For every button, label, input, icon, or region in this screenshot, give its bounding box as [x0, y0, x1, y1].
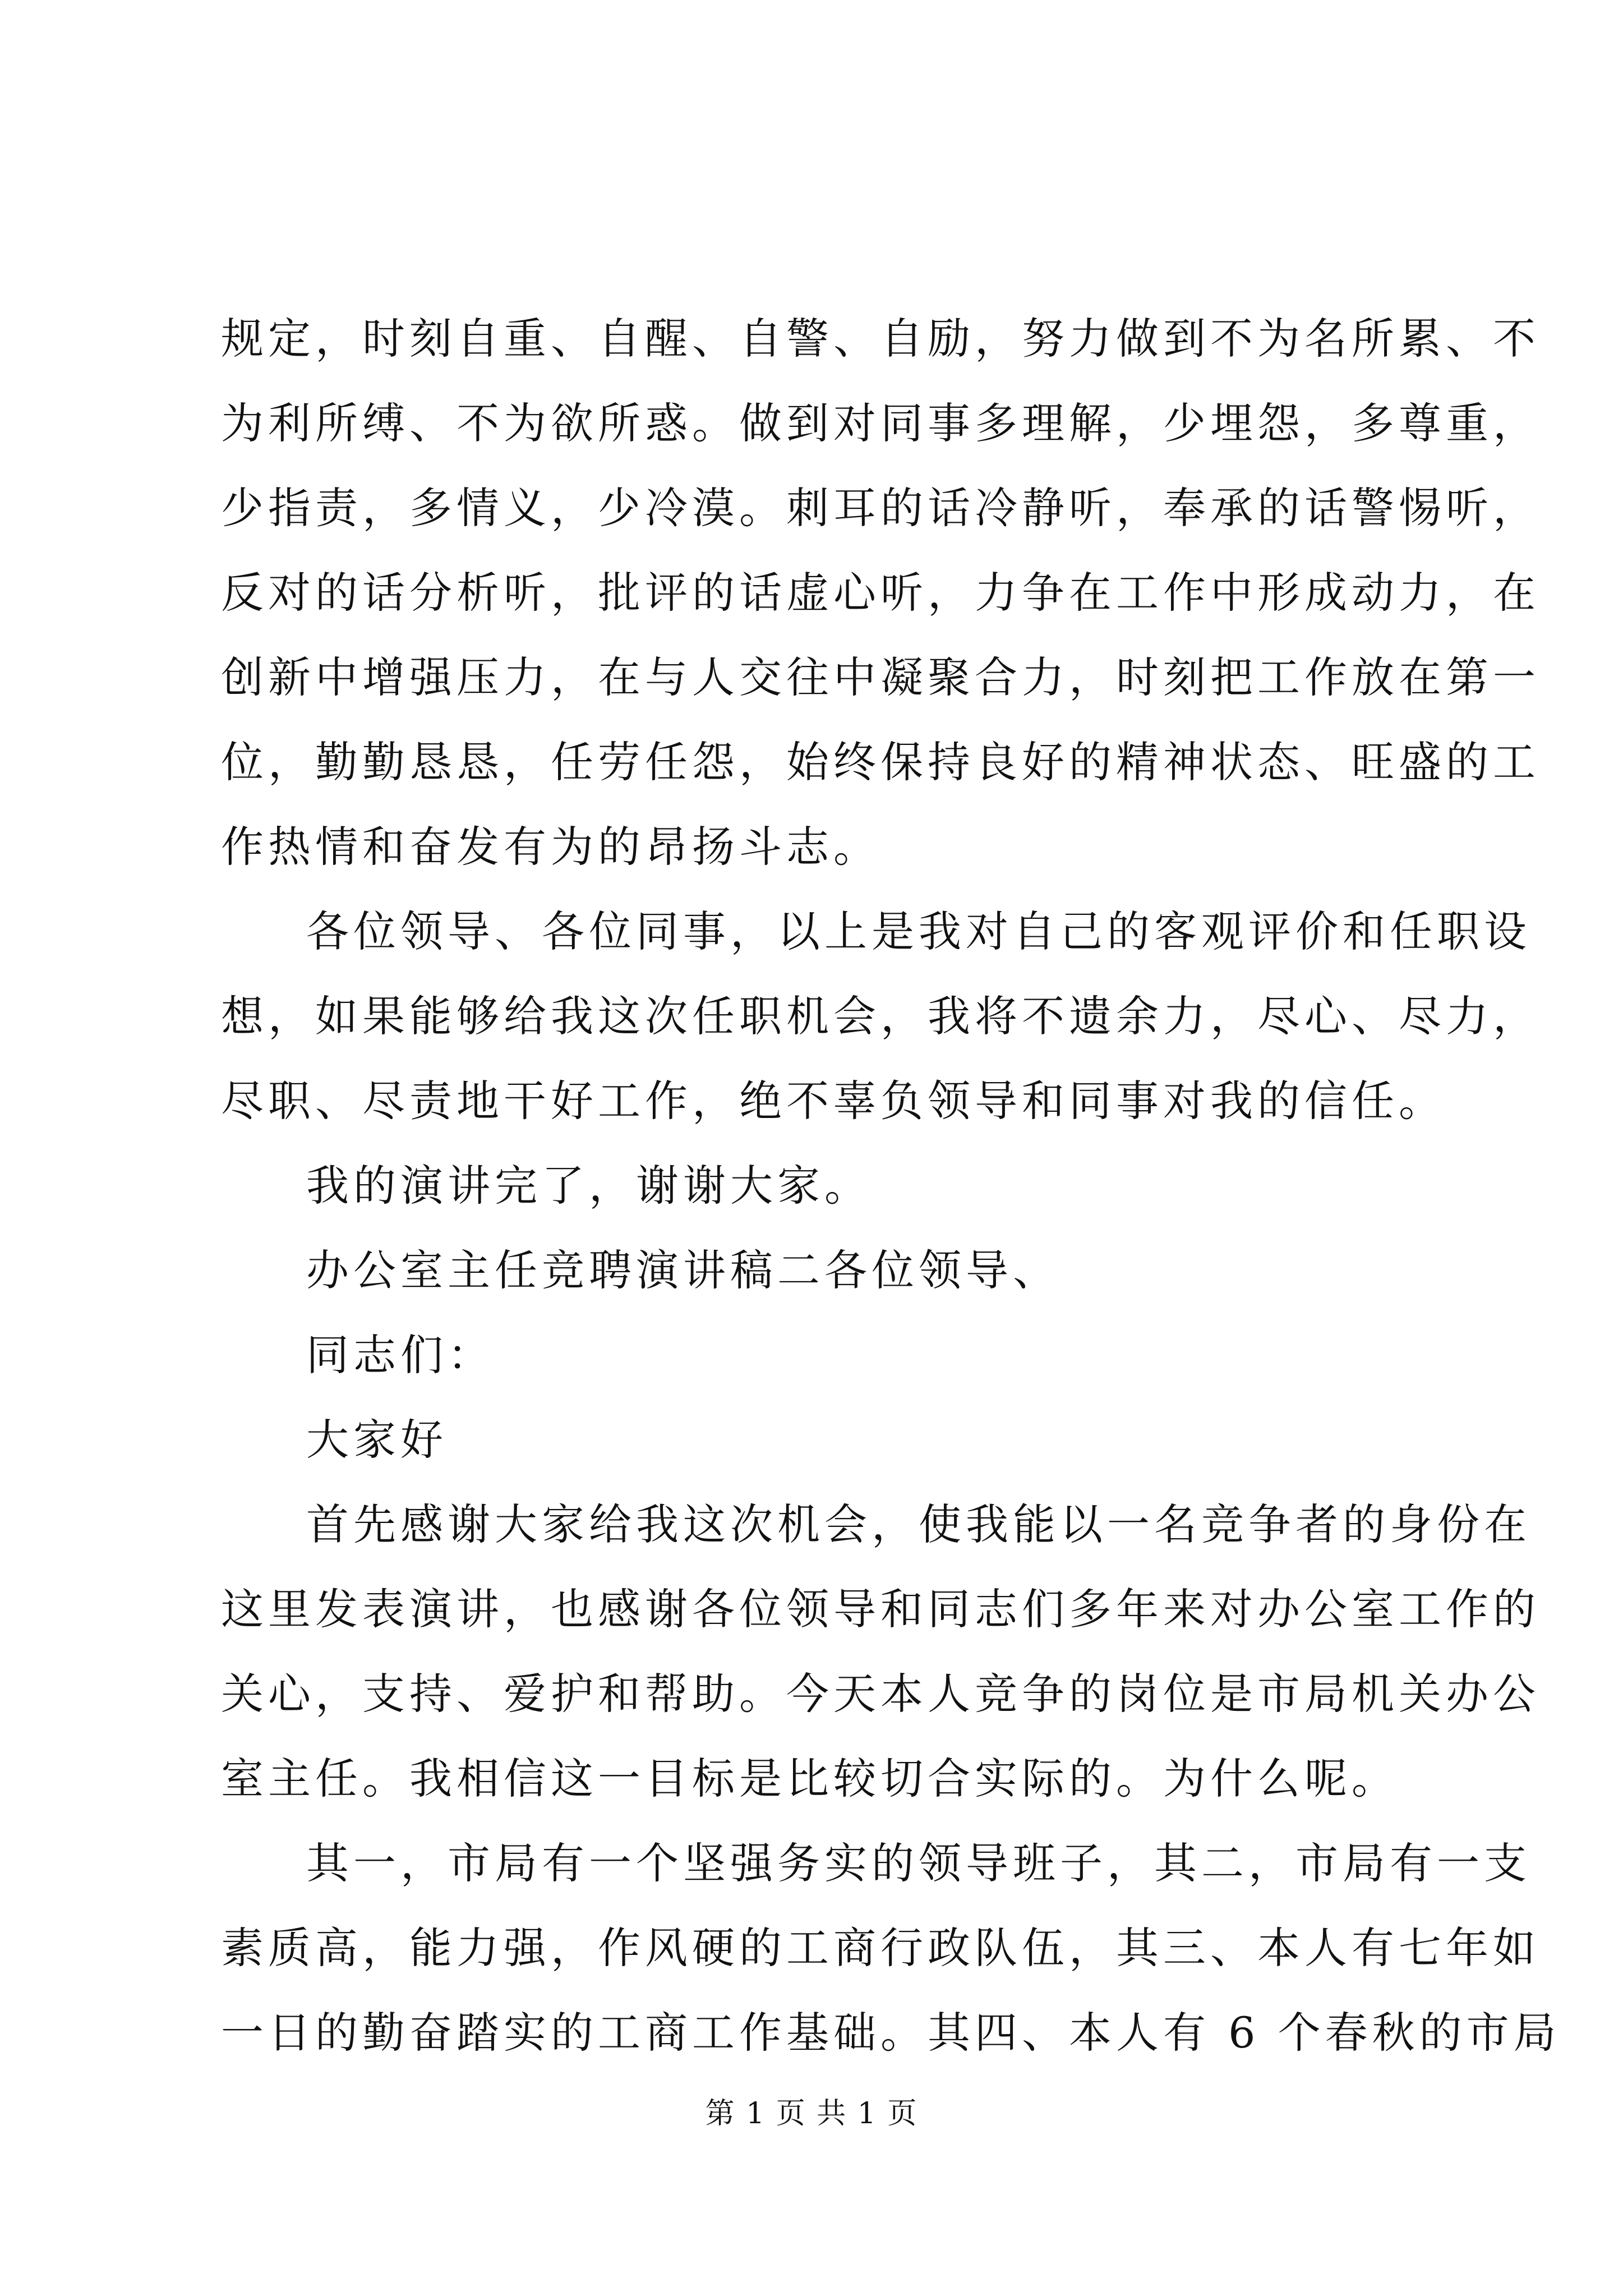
text-line: 大家好 — [306, 1415, 448, 1465]
paragraph-conduct — [221, 296, 1540, 889]
paragraph-closing — [221, 889, 1540, 1143]
text-line: 各位领导、各位同事，以上是我对自己的客观评价和任职设 — [306, 907, 1531, 956]
text-line: 素质高，能力强，作风硬的工商行政队伍，其三、本人有七年如 — [221, 1923, 1540, 1973]
text-line: 想，如果能够给我这次任职机会，我将不遗余力，尽心、尽力， — [221, 991, 1540, 1041]
text-line: 室主任。我相信这一目标是比较切合实际的。为什么呢。 — [221, 1754, 1399, 1803]
paragraph-reasons — [221, 1821, 1561, 2075]
text-line: 首先感谢大家给我这次机会，使我能以一名竞争者的身份在 — [306, 1499, 1531, 1549]
text-line: 创新中增强压力，在与人交往中凝聚合力，时刻把工作放在第一 — [221, 652, 1540, 702]
text-line: 作热情和奋发有为的昂扬斗志。 — [221, 822, 880, 872]
text-line: 规定，时刻自重、自醒、自警、自励，努力做到不为名所累、不 — [221, 314, 1540, 364]
section-title — [221, 1228, 1412, 1313]
text-line: 这里发表演讲，也感谢各位领导和同志们多年来对办公室工作的 — [221, 1584, 1540, 1634]
body-text — [221, 296, 1561, 2075]
greeting-hello — [221, 1397, 1412, 1482]
text-line: 其一，市局有一个坚强务实的领导班子，其二，市局有一支 — [306, 1838, 1531, 1888]
text-line: 关心，支持、爱护和帮助。今天本人竞争的岗位是市局机关办公 — [221, 1669, 1540, 1719]
paragraph-intro — [221, 1482, 1540, 1821]
text-line: 办公室主任竞聘演讲稿二各位领导、 — [306, 1245, 1060, 1295]
text-line: 少指责，多情义，少冷漠。刺耳的话冷静听，奉承的话警惕听， — [221, 483, 1540, 533]
greeting — [221, 1313, 1412, 1397]
text-line: 一日的勤奋踏实的工商工作基础。其四、本人有 6 个春秋的市局 — [221, 2008, 1561, 2058]
page-footer: 第 1 页 共 1 页 — [705, 2097, 918, 2131]
paragraph-thanks — [221, 1143, 1412, 1228]
text-line: 同志们： — [306, 1330, 495, 1380]
text-line: 反对的话分析听，批评的话虚心听，力争在工作中形成动力，在 — [221, 568, 1540, 618]
text-line: 位，勤勤恳恳，任劳任怨，始终保持良好的精神状态、旺盛的工 — [221, 737, 1540, 787]
text-line: 为利所缚、不为欲所惑。做到对同事多理解，少埋怨，多尊重， — [221, 398, 1540, 448]
text-line: 我的演讲完了，谢谢大家。 — [306, 1161, 872, 1211]
text-line: 尽职、尽责地干好工作，绝不辜负领导和同事对我的信任。 — [221, 1076, 1446, 1126]
